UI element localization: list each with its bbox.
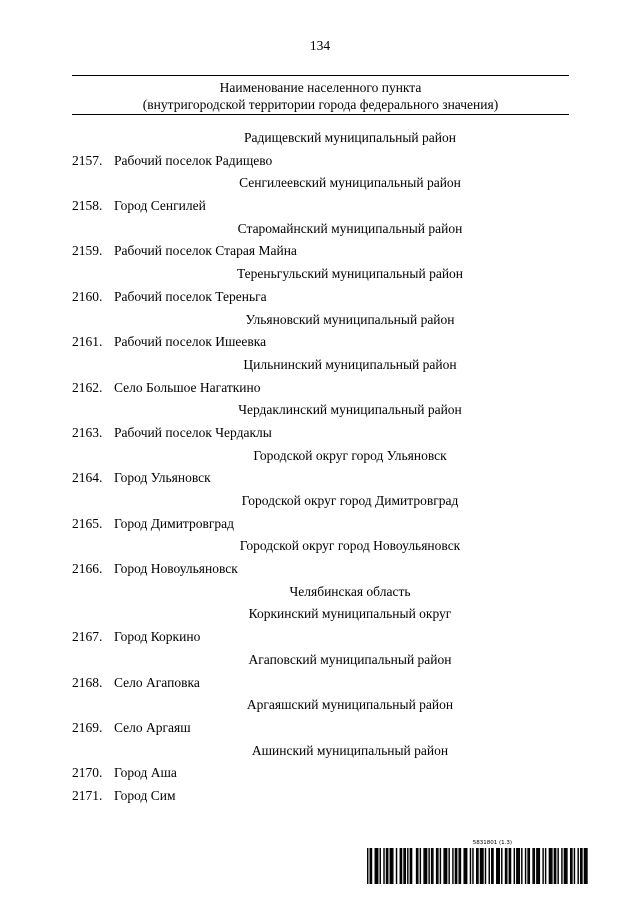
list-item bbox=[0, 762, 640, 785]
barcode-bar bbox=[557, 848, 558, 884]
settlement-name: Город Ульяновск bbox=[114, 470, 211, 486]
list-item bbox=[0, 785, 640, 808]
item-number: 2163. bbox=[72, 424, 103, 440]
barcode-bar bbox=[481, 848, 482, 884]
list-item bbox=[0, 286, 640, 309]
list-item bbox=[0, 513, 640, 536]
barcode-bar bbox=[456, 848, 457, 884]
barcode-bar bbox=[505, 848, 506, 884]
barcode-bar bbox=[571, 848, 572, 884]
section-heading: Коркинский муниципальный округ bbox=[248, 606, 452, 622]
barcode-bar bbox=[460, 848, 461, 884]
barcode-bar bbox=[519, 848, 520, 884]
barcode-bar bbox=[586, 848, 587, 884]
barcode-bar bbox=[428, 848, 429, 884]
barcode-bar bbox=[377, 848, 378, 884]
barcode-bar bbox=[390, 848, 391, 884]
barcode-bar bbox=[411, 848, 412, 884]
barcode-bar bbox=[472, 848, 473, 884]
list-item bbox=[0, 558, 640, 581]
barcode-bar bbox=[392, 848, 393, 884]
section-heading: Городской округ город Новоульяновск bbox=[239, 538, 461, 554]
settlement-name: Рабочий поселок Старая Майна bbox=[114, 243, 297, 259]
barcode-bar bbox=[496, 848, 497, 884]
item-number: 2164. bbox=[72, 470, 103, 486]
settlement-name: Город Димитровград bbox=[114, 515, 235, 531]
barcode-bar bbox=[565, 848, 566, 884]
list-item bbox=[0, 672, 640, 695]
barcode-bar bbox=[580, 848, 581, 884]
barcode-bar bbox=[437, 848, 438, 884]
barcode-bar bbox=[529, 848, 530, 884]
section-heading: Городской округ город Ульяновск bbox=[253, 447, 447, 463]
barcode-bar bbox=[477, 848, 478, 884]
barcode-bars bbox=[367, 848, 590, 884]
item-number: 2168. bbox=[72, 674, 103, 690]
barcode-bar bbox=[476, 848, 477, 884]
barcode-bar bbox=[383, 848, 384, 884]
barcode-bar bbox=[448, 848, 449, 884]
list-item bbox=[0, 626, 640, 649]
barcode-bar bbox=[466, 848, 467, 884]
item-number: 2158. bbox=[72, 198, 103, 214]
section-heading: Цильнинский муниципальный район bbox=[243, 356, 457, 372]
barcode-bar bbox=[410, 848, 411, 884]
barcode-bar bbox=[407, 848, 408, 884]
settlement-name: Село Агаповка bbox=[114, 674, 200, 690]
item-number: 2167. bbox=[72, 629, 103, 645]
barcode-bar bbox=[443, 848, 444, 884]
item-number: 2162. bbox=[72, 379, 103, 395]
list-item bbox=[0, 467, 640, 490]
barcode-bar bbox=[417, 848, 418, 884]
barcode-bar bbox=[396, 848, 397, 884]
barcode-bar bbox=[465, 848, 466, 884]
barcode-bar bbox=[574, 848, 575, 884]
barcode-bar bbox=[566, 848, 567, 884]
barcode-bar bbox=[550, 848, 551, 884]
barcode-bar bbox=[577, 848, 578, 884]
barcode-bar bbox=[527, 848, 528, 884]
barcode-bar bbox=[485, 848, 486, 884]
barcode-bar bbox=[375, 848, 376, 884]
settlement-name: Село Большое Нагаткино bbox=[114, 379, 261, 395]
barcode-bar bbox=[499, 848, 500, 884]
barcode-bar bbox=[470, 848, 471, 884]
settlement-name: Село Аргаяш bbox=[114, 719, 191, 735]
barcode-bar bbox=[440, 848, 441, 884]
barcode-bar bbox=[445, 848, 446, 884]
barcode-bar bbox=[549, 848, 550, 884]
barcode-bar bbox=[423, 848, 424, 884]
barcode-bar bbox=[420, 848, 421, 884]
section-heading: Радищевский муниципальный район bbox=[244, 130, 456, 145]
barcode-bar bbox=[551, 848, 552, 884]
barcode-bar bbox=[570, 848, 571, 884]
settlement-name: Рабочий поселок Чердаклы bbox=[114, 424, 272, 440]
barcode-bar bbox=[501, 848, 502, 884]
barcode-bar bbox=[480, 848, 481, 884]
table-header bbox=[72, 75, 569, 115]
list-item bbox=[0, 422, 640, 445]
section-heading: Ашинский муниципальный район bbox=[251, 742, 449, 758]
list-item bbox=[0, 717, 640, 740]
list-item bbox=[0, 195, 640, 218]
list-item bbox=[0, 331, 640, 354]
section-heading: Ульяновский муниципальный район bbox=[245, 311, 455, 327]
barcode-bar bbox=[458, 848, 459, 884]
section-heading: Чердаклинский муниципальный район bbox=[238, 402, 462, 418]
barcode-bar bbox=[534, 848, 535, 884]
barcode-bar bbox=[492, 848, 493, 884]
settlement-name: Рабочий поселок Ишеевка bbox=[114, 334, 267, 350]
section-heading: Старомайнский муниципальный район bbox=[237, 220, 463, 236]
settlement-name: Рабочий поселок Тереньга bbox=[114, 288, 267, 304]
barcode-bar bbox=[525, 848, 526, 884]
settlement-name: Город Новоульяновск bbox=[114, 561, 238, 577]
barcode-bar bbox=[514, 848, 515, 884]
barcode-bar bbox=[425, 848, 426, 884]
barcode-bar bbox=[370, 848, 371, 884]
list-item bbox=[0, 240, 640, 263]
barcode-bar bbox=[517, 848, 518, 884]
barcode-bar bbox=[403, 848, 404, 884]
barcode-bar bbox=[585, 848, 586, 884]
section-heading: Агаповский муниципальный район bbox=[248, 651, 452, 667]
barcode-bar bbox=[432, 848, 433, 884]
barcode-bar bbox=[455, 848, 456, 884]
barcode-bar bbox=[521, 848, 522, 884]
section-heading: Городской округ город Димитровград bbox=[241, 493, 459, 508]
header-line-2: (внутригородской территории города федерального значения) bbox=[142, 97, 499, 112]
settlement-name: Город Аша bbox=[114, 765, 177, 781]
section-heading: Тереньгульский муниципальный район bbox=[236, 266, 464, 282]
barcode-bar bbox=[584, 848, 585, 884]
barcode-bar bbox=[506, 848, 507, 884]
section-heading: Сенгилеевский муниципальный район bbox=[239, 175, 461, 191]
barcode-bar bbox=[400, 848, 401, 884]
barcode-bar bbox=[555, 848, 556, 884]
barcode-bar bbox=[545, 848, 546, 884]
settlement-name: Город Сим bbox=[114, 787, 176, 803]
barcode-bar bbox=[386, 848, 387, 884]
item-number: 2170. bbox=[72, 765, 103, 781]
barcode bbox=[367, 840, 590, 884]
barcode-bar bbox=[452, 848, 453, 884]
barcode-bar bbox=[426, 848, 427, 884]
section-heading: Челябинская область bbox=[289, 583, 411, 599]
barcode-bar bbox=[536, 848, 537, 884]
barcode-bar bbox=[376, 848, 377, 884]
header-line-1: Наименование населенного пункта bbox=[219, 80, 422, 95]
barcode-bar bbox=[564, 848, 565, 884]
barcode-bar bbox=[539, 848, 540, 884]
barcode-bar bbox=[542, 848, 543, 884]
barcode-caption: 5831801 (1.3) bbox=[472, 840, 512, 846]
barcode-bar bbox=[436, 848, 437, 884]
barcode-bar bbox=[387, 848, 388, 884]
barcode-bar bbox=[463, 848, 464, 884]
barcode-bar bbox=[497, 848, 498, 884]
barcode-bar bbox=[431, 848, 432, 884]
item-number: 2157. bbox=[72, 152, 103, 168]
settlement-name: Город Коркино bbox=[114, 629, 201, 645]
barcode-bar bbox=[510, 848, 511, 884]
item-number: 2169. bbox=[72, 719, 103, 735]
barcode-bar bbox=[371, 848, 372, 884]
barcode-bar bbox=[482, 848, 483, 884]
barcode-bar bbox=[380, 848, 381, 884]
barcode-bar bbox=[367, 848, 368, 884]
list-item bbox=[0, 377, 640, 400]
item-number: 2166. bbox=[72, 561, 103, 577]
item-number: 2171. bbox=[72, 787, 103, 803]
page-number: 134 bbox=[309, 38, 331, 53]
barcode-bar bbox=[416, 848, 417, 884]
settlement-name: Город Сенгилей bbox=[114, 198, 206, 214]
barcode-bar bbox=[516, 848, 517, 884]
item-number: 2161. bbox=[72, 334, 103, 350]
item-number: 2165. bbox=[72, 515, 103, 531]
item-number: 2159. bbox=[72, 243, 103, 259]
barcode-bar bbox=[537, 848, 538, 884]
barcode-bar bbox=[509, 848, 510, 884]
barcode-bar bbox=[554, 848, 555, 884]
settlement-list bbox=[0, 127, 640, 808]
barcode-bar bbox=[405, 848, 406, 884]
barcode-bar bbox=[446, 848, 447, 884]
list-item bbox=[0, 150, 640, 173]
barcode-bar bbox=[581, 848, 582, 884]
item-number: 2160. bbox=[72, 288, 103, 304]
barcode-bar bbox=[489, 848, 490, 884]
barcode-bar bbox=[401, 848, 402, 884]
barcode-bar bbox=[561, 848, 562, 884]
section-heading: Аргаяшский муниципальный район bbox=[246, 697, 454, 713]
settlement-name: Рабочий поселок Радищево bbox=[114, 152, 273, 168]
barcode-bar bbox=[532, 848, 533, 884]
barcode-bar bbox=[391, 848, 392, 884]
barcode-bar bbox=[491, 848, 492, 884]
